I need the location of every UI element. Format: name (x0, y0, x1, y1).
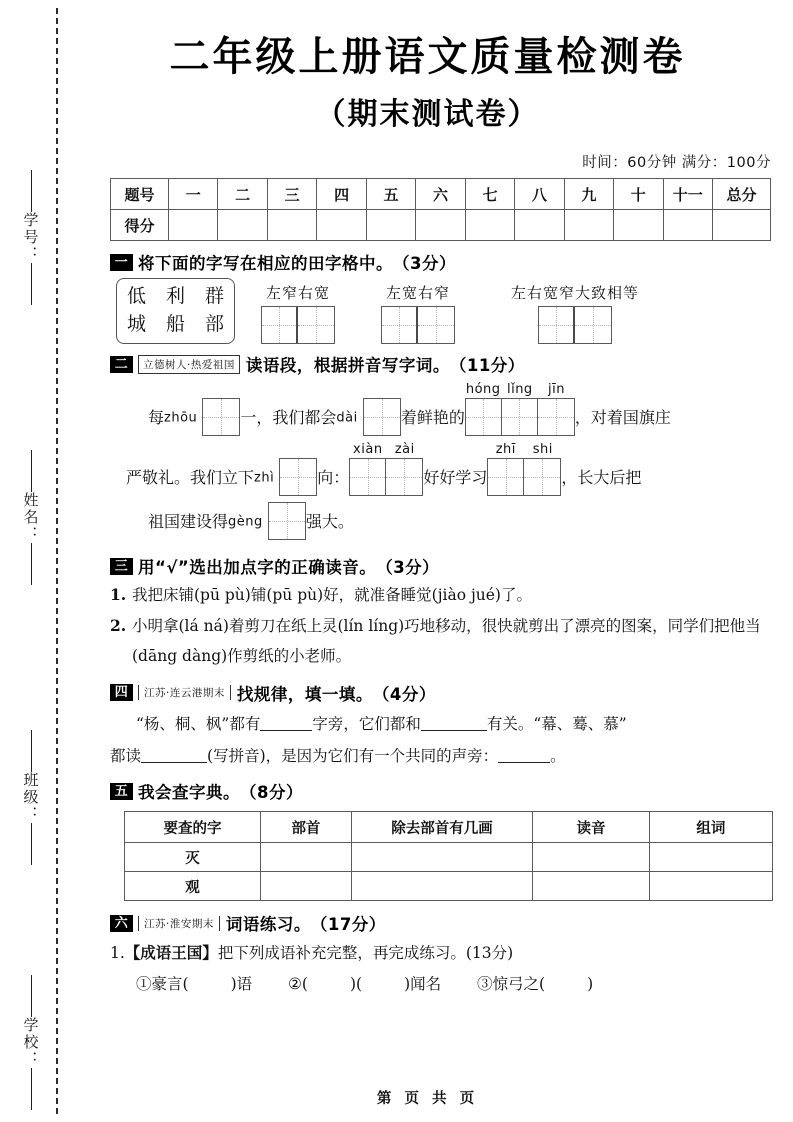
pinyin-label: jīn (548, 382, 565, 398)
score-cell[interactable] (564, 210, 613, 241)
bank-character: 部 (205, 312, 225, 335)
item-text[interactable]: 我把床铺(pū pù)铺(pū pù)好，就准备睡觉(jiào jué)了。 (132, 586, 532, 605)
dict-cell-answer[interactable] (649, 872, 772, 901)
line-text: 严敬礼。我们立下 (126, 468, 255, 488)
question-3-body (110, 580, 773, 671)
question-source-tag: 江苏·淮安期末 (138, 916, 220, 931)
bank-character: 群 (205, 285, 225, 308)
blank-input[interactable] (260, 715, 312, 731)
score-col-header: 六 (416, 179, 465, 210)
dict-cell-answer[interactable] (649, 843, 772, 872)
pinyin-label-group (465, 382, 575, 398)
table-row (111, 179, 771, 210)
score-cell[interactable] (416, 210, 465, 241)
tianzige-cell[interactable] (350, 459, 386, 495)
tianzige-cell[interactable] (382, 307, 418, 343)
tianzige-group[interactable] (261, 306, 335, 344)
dict-col-header: 读音 (533, 812, 650, 843)
dict-cell-character: 灭 (125, 843, 261, 872)
question-score: （3分） (393, 254, 456, 274)
score-col-header: 十 (614, 179, 663, 210)
pinyin-label: hóng (465, 382, 501, 398)
question-score: （3分） (376, 558, 440, 578)
blank-input[interactable] (141, 747, 207, 763)
question-title: 找规律，填一填。 (236, 684, 373, 704)
title-block (62, 0, 793, 133)
line-text: ，对着国旗庄 (574, 408, 671, 428)
sidebar-rule (31, 730, 32, 772)
line-text: “杨、桐、枫”都有 (136, 714, 261, 733)
score-col-header: 一 (169, 179, 218, 210)
pinyin-label: shi (532, 442, 553, 458)
dict-col-header: 部首 (261, 812, 352, 843)
question-title: 我会查字典。 (138, 783, 240, 803)
question-number-badge: 一 (110, 254, 133, 271)
tianzige-group[interactable] (202, 398, 240, 436)
score-cell[interactable] (169, 210, 218, 241)
line-text: 向： (317, 468, 350, 488)
table-row (111, 210, 771, 241)
pinyin-line-1 (110, 382, 773, 436)
question-score: （17分） (310, 915, 386, 935)
tianzige-cell[interactable] (488, 459, 524, 495)
question-score: （11分） (449, 356, 525, 376)
sidebar-field-label: 姓名： (21, 492, 40, 543)
writing-slot-1 (261, 282, 335, 344)
line-text: 都读 (110, 747, 142, 766)
question-source-tag: 立德树人·热爱祖国 (138, 355, 240, 374)
score-col-header: 三 (267, 179, 316, 210)
perforation-dashed-line (56, 8, 58, 1114)
sidebar-field-xuexiao (14, 975, 48, 1110)
score-col-header: 九 (564, 179, 613, 210)
table-row (125, 872, 773, 901)
sidebar-field-banji (14, 730, 48, 865)
list-item (110, 580, 773, 610)
idiom-item-1-pre: ①豪言( (136, 975, 189, 994)
dict-cell-answer[interactable] (261, 872, 352, 901)
dict-cell-answer[interactable] (351, 872, 532, 901)
question-number-badge: 三 (110, 558, 133, 575)
line-text: 每 (148, 408, 165, 428)
sidebar-field-label: 学号： (21, 212, 40, 263)
tianzige-cell[interactable] (280, 459, 316, 495)
writing-slot-2 (381, 282, 455, 344)
line-text: 着鲜艳的 (400, 408, 465, 428)
sidebar-field-xingming (14, 450, 48, 585)
score-cell[interactable] (663, 210, 712, 241)
pinyin-slot (349, 442, 423, 496)
sub-question-1 (110, 937, 773, 969)
bank-character: 低 (127, 285, 147, 308)
bank-character: 城 (127, 312, 147, 335)
tianzige-cell[interactable] (203, 399, 239, 435)
tianzige-cell[interactable] (386, 459, 422, 495)
pinyin-label: dài (336, 410, 358, 426)
score-cell-total[interactable] (713, 210, 771, 241)
pinyin-label: zài (394, 442, 415, 458)
pinyin-label-group (349, 442, 423, 458)
sub-question-text: 把下列成语补充完整，再完成练习。 (217, 944, 466, 963)
question-6-body (110, 937, 773, 1000)
question-score: （4分） (372, 684, 436, 704)
question-3-heading (110, 554, 773, 578)
question-5 (110, 779, 773, 803)
question-1-body (110, 278, 773, 344)
score-col-header-total: 总分 (713, 179, 771, 210)
score-cell[interactable] (366, 210, 415, 241)
pinyin-label: zhōu (164, 410, 198, 426)
fill-blank-line-1 (110, 708, 773, 741)
score-cell[interactable] (218, 210, 267, 241)
pinyin-slot (228, 502, 306, 540)
item-number: 1. (110, 585, 127, 605)
score-row-label: 题号 (111, 179, 169, 210)
pinyin-label: xiàn (353, 442, 383, 458)
dict-cell-answer[interactable] (533, 872, 650, 901)
pinyin-slot (336, 398, 400, 436)
line-text: 祖国建设得 (148, 512, 229, 532)
dictionary-table-wrapper (124, 811, 773, 901)
dict-cell-answer[interactable] (351, 843, 532, 872)
dict-cell-answer[interactable] (261, 843, 352, 872)
question-title: 将下面的字写在相应的田字格中。 (138, 254, 393, 274)
pinyin-line-3 (110, 502, 773, 540)
tianzige-group[interactable] (268, 502, 306, 540)
sidebar-rule (31, 543, 32, 585)
tianzige-cell[interactable] (418, 307, 454, 343)
table-row (125, 812, 773, 843)
question-title: 读语段，根据拼音写字词。 (245, 356, 450, 376)
question-title: 用“√”选出加点字的正确读音。 (138, 558, 377, 578)
question-number-badge: 四 (110, 684, 133, 701)
sidebar-rule (31, 823, 32, 865)
line-text: 强大。 (305, 512, 354, 532)
sidebar-rule (31, 450, 32, 492)
tianzige-cell[interactable] (364, 399, 400, 435)
pinyin-label: zhì (254, 470, 275, 486)
dict-col-header: 除去部首有几画 (351, 812, 532, 843)
question-4-body (110, 708, 773, 773)
line-text: 字旁，它们都和 (312, 714, 421, 733)
writing-slot-3 (511, 282, 639, 344)
line-text: 。 (550, 747, 566, 766)
score-row-label: 得分 (111, 210, 169, 241)
tianzige-cell[interactable] (575, 307, 611, 343)
sidebar-rule (31, 1068, 32, 1110)
score-cell[interactable] (515, 210, 564, 241)
pinyin-slot (487, 442, 561, 496)
page-subtitle: （期末测试卷） (315, 97, 540, 133)
score-cell[interactable] (465, 210, 514, 241)
idiom-item-2-mid: )( (349, 975, 363, 994)
score-cell[interactable] (267, 210, 316, 241)
table-row (125, 843, 773, 872)
tianzige-cell[interactable] (269, 503, 305, 539)
question-2-heading (110, 352, 773, 376)
item-number: 2. (110, 615, 127, 635)
score-table (110, 178, 771, 241)
dictionary-table (124, 811, 773, 901)
dict-cell-answer[interactable] (533, 843, 650, 872)
sidebar-rule (31, 263, 32, 305)
score-col-header: 八 (515, 179, 564, 210)
question-number-badge: 六 (110, 915, 133, 932)
question-2 (110, 352, 773, 540)
question-3 (110, 554, 773, 671)
idiom-item-3-post: ) (587, 975, 594, 994)
idiom-item-2-post: )闻名 (404, 975, 442, 994)
tianzige-cell[interactable] (502, 399, 538, 435)
bank-character: 利 (166, 285, 186, 308)
score-cell[interactable] (317, 210, 366, 241)
question-score: （8分） (240, 783, 303, 803)
dict-cell-character: 观 (125, 872, 261, 901)
score-cell[interactable] (614, 210, 663, 241)
question-number-badge: 五 (110, 783, 133, 800)
question-2-body (110, 382, 773, 540)
sidebar-field-label: 班级： (21, 772, 40, 823)
dict-col-header: 组词 (649, 812, 772, 843)
blank-input[interactable] (498, 747, 550, 763)
tianzige-cell[interactable] (539, 307, 575, 343)
tianzige-group[interactable] (538, 306, 612, 344)
tianzige-cell[interactable] (466, 399, 502, 435)
question-4-heading (110, 681, 773, 705)
score-table-wrapper (110, 178, 771, 241)
tianzige-group[interactable] (349, 458, 423, 496)
question-5-heading (110, 779, 773, 803)
pinyin-slot (254, 458, 317, 496)
exam-meta-info: 时间：60分钟 满分：100分 (582, 155, 771, 172)
line-text: 有关。“幕、蓦、慕” (486, 714, 627, 733)
idiom-fill-row (110, 969, 773, 1000)
question-number-badge: 二 (110, 356, 133, 373)
pinyin-slot (465, 382, 575, 436)
exam-sidebar (0, 0, 62, 1122)
tianzige-group[interactable] (465, 398, 575, 436)
sidebar-field-label: 学校： (21, 1017, 40, 1068)
character-bank-row (127, 311, 224, 339)
page-title: 二年级上册语文质量检测卷 (169, 34, 686, 80)
pinyin-label-group (487, 442, 561, 458)
question-6-heading (110, 911, 773, 935)
score-col-header: 十一 (663, 179, 712, 210)
page-footer: 第 页 共 页 (376, 1091, 479, 1107)
score-col-header: 二 (218, 179, 267, 210)
blank-input[interactable] (421, 715, 487, 731)
item-text[interactable]: 小明拿(lá ná)着剪刀在纸上灵(lín líng)巧地移动，很快就剪出了漂亮的图案，同学们把他当(dāng dàng)作剪纸的小老师。 (132, 616, 761, 665)
tianzige-cell[interactable] (262, 307, 298, 343)
pinyin-label: zhī (495, 442, 516, 458)
sidebar-field-xuehao (14, 170, 48, 305)
tianzige-cell[interactable] (524, 459, 560, 495)
writing-slot-label: 左宽右窄 (386, 284, 451, 303)
pinyin-label: lǐng (506, 382, 533, 398)
sub-question-bracket-label: 【成语王国】 (124, 943, 218, 963)
tianzige-group[interactable] (487, 458, 561, 496)
exam-paper (62, 0, 793, 1122)
question-source-tag: 江苏·连云港期末 (138, 685, 231, 700)
question-6 (110, 911, 773, 1000)
line-text: 一，我们都会 (240, 408, 337, 428)
item-number: 1. (110, 944, 125, 963)
line-text: (写拼音)，是因为它们有一个共同的声旁： (207, 747, 499, 766)
sidebar-rule (31, 170, 32, 212)
bank-character: 船 (166, 312, 186, 335)
score-col-header: 四 (317, 179, 366, 210)
idiom-item-2-pre: ②( (288, 975, 308, 994)
tianzige-group[interactable] (381, 306, 455, 344)
score-col-header: 七 (465, 179, 514, 210)
tianzige-cell[interactable] (298, 307, 334, 343)
sidebar-rule (31, 975, 32, 1017)
line-text: 好好学习 (423, 468, 488, 488)
score-col-header: 五 (366, 179, 415, 210)
tianzige-cell[interactable] (538, 399, 574, 435)
question-1 (110, 250, 773, 344)
pinyin-slot (164, 398, 240, 436)
character-bank-row (127, 283, 224, 311)
fill-blank-line-2 (110, 740, 773, 773)
sub-question-score: (13分) (465, 944, 514, 963)
line-text: ，长大后把 (561, 468, 642, 488)
question-title: 词语练习。 (225, 915, 311, 935)
pinyin-label: gèng (228, 514, 263, 530)
question-1-heading (110, 250, 773, 274)
tianzige-group[interactable] (279, 458, 317, 496)
question-4 (110, 681, 773, 773)
idiom-item-1-post: )语 (230, 975, 253, 994)
writing-slot-label: 左窄右宽 (266, 284, 331, 303)
list-item (110, 611, 773, 671)
pinyin-line-2 (110, 442, 773, 496)
writing-slot-label: 左右宽窄大致相等 (511, 284, 640, 303)
tianzige-group[interactable] (363, 398, 401, 436)
idiom-item-3-pre: ③惊弓之( (477, 975, 546, 994)
character-bank-box (116, 278, 235, 344)
dict-col-header: 要查的字 (125, 812, 261, 843)
